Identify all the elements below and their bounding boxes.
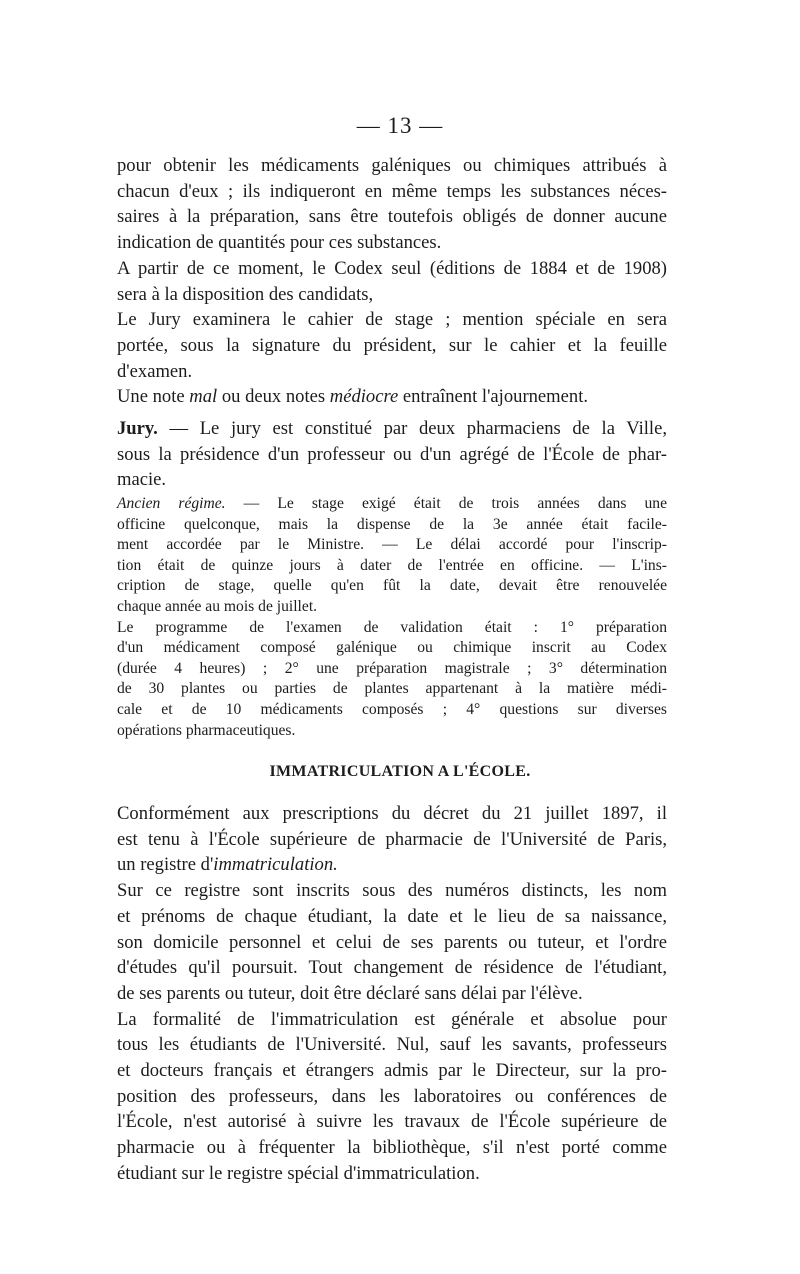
text-span: Une note bbox=[117, 386, 190, 408]
emphasis-mediocre: médiocre bbox=[329, 386, 399, 408]
text-line: l'École, n'est autorisé à suivre les travaux de l'École supérieure de bbox=[117, 1111, 667, 1133]
text-line: Le Jury examinera le cahier de stage ; mention spéciale en sera bbox=[117, 309, 667, 331]
jury-label: Jury. bbox=[117, 418, 158, 440]
text-line: pour obtenir les médicaments galéniques ou chimiques attribués à bbox=[117, 155, 667, 176]
text-line: son domicile personnel et celui de ses parents ou tuteur, et l'ordre bbox=[117, 931, 667, 953]
paragraph-candidates bbox=[117, 153, 667, 493]
text-line: Le programme de l'examen de validation était : 1° préparation bbox=[117, 618, 667, 636]
text-span: — Le jury est constitué par deux pharmaciens de la Ville, bbox=[157, 418, 667, 440]
text-line: et docteurs français et étrangers admis par le Directeur, sur la pro- bbox=[117, 1060, 667, 1082]
text-line: de ses parents ou tuteur, doit être déclaré sans délai par l'élève. bbox=[117, 982, 583, 1004]
text-line: position des professeurs, dans les laboratoires ou conférences de bbox=[117, 1085, 667, 1107]
text-line: macie. bbox=[117, 469, 167, 491]
text-line: (durée 4 heures) ; 2° une préparation magistrale ; 3° détermination bbox=[117, 659, 667, 677]
text-line: et prénoms de chaque étudiant, la date et le lieu de sa naissance, bbox=[117, 905, 667, 927]
text-line: ment accordée par le Ministre. — Le délai accordé pour l'inscrip- bbox=[117, 536, 667, 554]
text-line: étudiant sur le registre spécial d'immatriculation. bbox=[117, 1162, 480, 1184]
text-line: tion était de quinze jours à dater de l'entrée en officine. — L'ins- bbox=[117, 556, 667, 574]
note-line bbox=[117, 384, 667, 410]
page-number: — 13 — bbox=[356, 113, 444, 138]
text-line: tous les étudiants de l'Université. Nul, sauf les savants, professeurs bbox=[117, 1034, 667, 1056]
text-line: sera à la disposition des candidats, bbox=[117, 283, 374, 305]
text-span: ou deux notes bbox=[217, 386, 330, 408]
text-line: A partir de ce moment, le Codex seul (éditions de 1884 et de 1908) bbox=[117, 257, 667, 279]
text-span: un registre d' bbox=[117, 854, 214, 876]
text-line: est tenu à l'École supérieure de pharmacie de l'Université de Paris, bbox=[117, 828, 667, 850]
text-line: cale et de 10 médicaments composés ; 4° questions sur diverses bbox=[117, 700, 667, 718]
text-line: Conformément aux prescriptions du décret du 21 juillet 1897, il bbox=[117, 803, 667, 824]
text-line: d'un médicament composé galénique ou chimique inscrit au Codex bbox=[117, 639, 667, 657]
text-line: Sur ce registre sont inscrits sous des numéros distincts, les nom bbox=[117, 880, 667, 902]
text-line: cription de stage, quelle qu'en fût la date, devait être renouvelée bbox=[117, 577, 667, 595]
text-line: officine quelconque, mais la dispense de la 3e année était facile- bbox=[117, 515, 667, 533]
ancien-line bbox=[117, 494, 667, 515]
text-line: pharmacie ou à fréquenter la bibliothèque, s'il n'est porté comme bbox=[117, 1137, 667, 1159]
registre-line bbox=[117, 852, 667, 878]
emphasis-immatriculation: immatriculation. bbox=[213, 854, 338, 876]
paragraph-ancien-regime bbox=[117, 494, 667, 741]
ancien-label: Ancien régime. bbox=[117, 495, 226, 512]
text-line: chaque année au mois de juillet. bbox=[117, 597, 318, 615]
paragraph-immatriculation bbox=[117, 801, 667, 1187]
jury-line bbox=[117, 416, 667, 442]
text-line: d'examen. bbox=[117, 360, 193, 382]
text-line: de 30 plantes ou parties de plantes appartenant à la matière médi- bbox=[117, 680, 667, 698]
text-line: portée, sous la signature du président, sur le cahier et la feuille bbox=[117, 334, 667, 356]
text-span: — Le stage exigé était de trois années dans une bbox=[225, 495, 667, 512]
text-line: d'études qu'il poursuit. Tout changement de résidence de l'étudiant, bbox=[117, 957, 667, 979]
text-line: saires à la préparation, sans être toutefois obligés de donner aucune bbox=[117, 206, 667, 228]
emphasis-mal: mal bbox=[189, 386, 218, 408]
text-line: opérations pharmaceutiques. bbox=[117, 721, 296, 739]
text-line: sous la présidence d'un professeur ou d'un agrégé de l'École de phar- bbox=[117, 443, 667, 465]
text-line: chacun d'eux ; ils indiqueront en même temps les substances néces- bbox=[117, 180, 667, 202]
text-span: entraînent l'ajournement. bbox=[398, 386, 589, 408]
section-heading: IMMATRICULATION A L'ÉCOLE. bbox=[269, 763, 531, 780]
text-line: indication de quantités pour ces substances. bbox=[117, 232, 442, 254]
text-line: La formalité de l'immatriculation est générale et absolue pour bbox=[117, 1008, 667, 1030]
